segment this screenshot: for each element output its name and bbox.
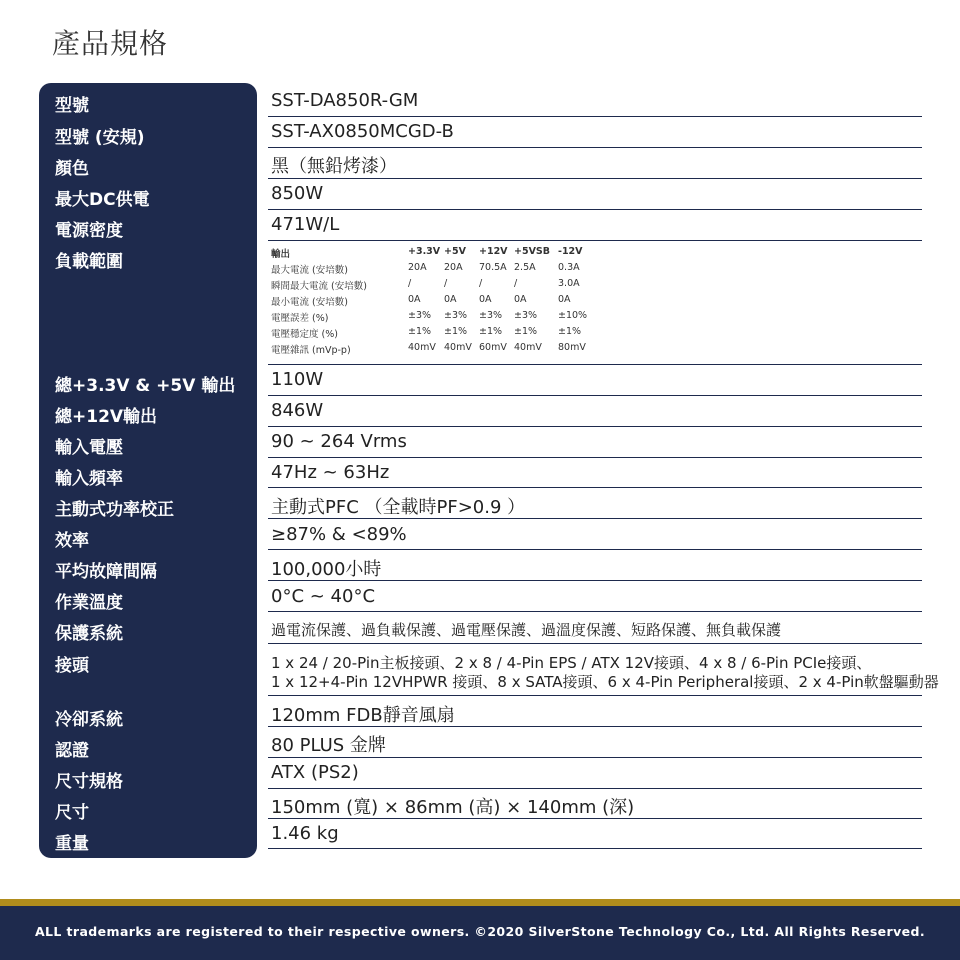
spec-label-model: 型號 (55, 96, 89, 116)
spec-value-pfc: 主動式PFC （全載時PF>0.9 ） (271, 497, 526, 518)
load-table-cell: ±1% (444, 326, 468, 337)
spec-label-certification: 認證 (55, 741, 89, 761)
load-table-header-cell: +3.3V (408, 246, 441, 257)
spec-label-power-density: 電源密度 (55, 221, 123, 241)
spec-label-weight: 重量 (55, 834, 89, 854)
load-table-cell: 20A (444, 262, 463, 273)
page-title: 產品規格 (52, 27, 169, 60)
row-divider (268, 549, 922, 550)
spec-value-connectors-line1: 1 x 24 / 20-Pin主板接頭、2 x 8 / 4-Pin EPS / ATX 12V接頭、4 x 8 / 6-Pin PCIe接頭、 (271, 654, 872, 672)
row-divider (268, 643, 922, 644)
load-table-cell: ±1% (479, 326, 503, 337)
load-table-cell: 0A (408, 294, 421, 305)
load-table-cell: 0A (558, 294, 571, 305)
row-divider (268, 178, 922, 179)
row-divider (268, 240, 922, 241)
row-divider (268, 726, 922, 727)
load-table-cell: / (444, 278, 448, 289)
load-table-cell: 0A (514, 294, 527, 305)
load-table-cell: 40mV (408, 342, 436, 353)
row-divider (268, 580, 922, 581)
load-table-cell: ±1% (558, 326, 582, 337)
spec-label-mtbf: 平均故障間隔 (55, 562, 157, 582)
row-divider (268, 757, 922, 758)
load-table-cell: 70.5A (479, 262, 507, 273)
spec-value-model: SST-DA850R-GM (271, 90, 419, 111)
spec-value-input-frequency: 47Hz ~ 63Hz (271, 462, 390, 483)
spec-label-cooling: 冷卻系統 (55, 710, 123, 730)
load-table-cell: 最大電流 (安培數) (271, 265, 348, 276)
load-table-cell: 0A (444, 294, 457, 305)
row-divider (268, 364, 922, 365)
spec-label-protection: 保護系統 (55, 624, 123, 644)
spec-label-operating-temp: 作業溫度 (55, 593, 123, 613)
load-table-cell: 0A (479, 294, 492, 305)
load-table-cell: 80mV (558, 342, 586, 353)
row-divider (268, 457, 922, 458)
spec-value-total-3v3-5v: 110W (271, 369, 324, 390)
load-table-cell: 40mV (514, 342, 542, 353)
spec-label-total-12v: 總+12V輸出 (55, 407, 158, 427)
spec-value-mtbf: 100,000小時 (271, 559, 382, 580)
spec-label-load-range: 負載範圍 (55, 252, 123, 272)
spec-value-efficiency: ≥87% & <89% (271, 524, 407, 545)
load-table-cell: 0.3A (558, 262, 580, 273)
row-divider (268, 487, 922, 488)
load-table-cell: 電壓雜訊 (mVp-p) (271, 345, 351, 356)
load-table-cell: 最小電流 (安培數) (271, 297, 348, 308)
load-table-cell: 瞬間最大電流 (安培數) (271, 281, 367, 292)
spec-value-form-factor: ATX (PS2) (271, 762, 359, 783)
spec-value-protection: 過電流保護、過負載保護、過電壓保護、過溫度保護、短路保護、無負載保護 (271, 621, 782, 639)
spec-label-input-voltage: 輸入電壓 (55, 438, 123, 458)
row-divider (268, 788, 922, 789)
spec-label-connectors: 接頭 (55, 656, 89, 676)
load-table-cell: 電壓穩定度 (%) (271, 329, 338, 340)
spec-label-efficiency: 效率 (55, 531, 89, 551)
spec-value-cooling: 120mm FDB靜音風扇 (271, 705, 455, 726)
load-table-header-cell: +5V (444, 246, 466, 257)
row-divider (268, 518, 922, 519)
load-table-cell: ±3% (408, 310, 432, 321)
load-table-cell: / (514, 278, 518, 289)
spec-value-weight: 1.46 kg (271, 823, 339, 844)
spec-value-power-density: 471W/L (271, 214, 340, 235)
load-table-cell: ±1% (408, 326, 432, 337)
row-divider (268, 116, 922, 117)
row-divider (268, 848, 922, 849)
load-table-cell: ±10% (558, 310, 588, 321)
load-table-header-cell: +5VSB (514, 246, 551, 257)
load-table-cell: 電壓誤差 (%) (271, 313, 329, 324)
load-table-cell: / (408, 278, 412, 289)
load-table-header-cell: 輸出 (271, 249, 291, 260)
load-table-cell: 3.0A (558, 278, 580, 289)
spec-value-input-voltage: 90 ~ 264 Vrms (271, 431, 407, 452)
spec-value-connectors-line2: 1 x 12+4-Pin 12VHPWR 接頭、8 x SATA接頭、6 x 4-Pin Peripheral接頭、2 x 4-Pin軟盤驅動器 (271, 673, 939, 691)
spec-label-dimensions: 尺寸 (55, 803, 89, 823)
spec-value-certification: 80 PLUS 金牌 (271, 735, 386, 756)
spec-value-total-12v: 846W (271, 400, 324, 421)
spec-value-operating-temp: 0°C ~ 40°C (271, 586, 376, 607)
footer-copyright: ALL trademarks are registered to their respective owners. ©2020 SilverStone Technology Co., Ltd. All Rights Reserved. (34, 924, 926, 939)
row-divider (268, 426, 922, 427)
load-table-header-cell: -12V (558, 246, 583, 257)
spec-value-color: 黑（無鉛烤漆） (271, 156, 397, 177)
load-table-cell: 2.5A (514, 262, 536, 273)
row-divider (268, 695, 922, 696)
load-table-header-cell: +12V (479, 246, 508, 257)
load-table-cell: ±3% (444, 310, 468, 321)
spec-label-form-factor: 尺寸規格 (55, 772, 123, 792)
load-table-cell: 60mV (479, 342, 507, 353)
spec-label-max-dc: 最大DC供電 (55, 190, 150, 210)
spec-label-color: 顏色 (55, 159, 89, 179)
spec-label-model-safety: 型號 (安規) (55, 128, 145, 148)
row-divider (268, 611, 922, 612)
load-table-cell: 40mV (444, 342, 472, 353)
spec-value-dimensions: 150mm (寬) × 86mm (高) × 140mm (深) (271, 797, 635, 818)
load-table-cell: ±3% (479, 310, 503, 321)
footer (0, 906, 960, 960)
spec-label-total-3v3-5v: 總+3.3V & +5V 輸出 (55, 376, 236, 396)
load-table-cell: 20A (408, 262, 427, 273)
spec-label-input-frequency: 輸入頻率 (55, 469, 123, 489)
load-table-cell: / (479, 278, 483, 289)
spec-value-model-safety: SST-AX0850MCGD-B (271, 121, 454, 142)
footer-accent-bar (0, 899, 960, 906)
row-divider (268, 395, 922, 396)
row-divider (268, 818, 922, 819)
spec-label-pfc: 主動式功率校正 (55, 500, 174, 520)
load-table-cell: ±1% (514, 326, 538, 337)
load-table-cell: ±3% (514, 310, 538, 321)
row-divider (268, 209, 922, 210)
row-divider (268, 147, 922, 148)
spec-value-max-dc: 850W (271, 183, 324, 204)
